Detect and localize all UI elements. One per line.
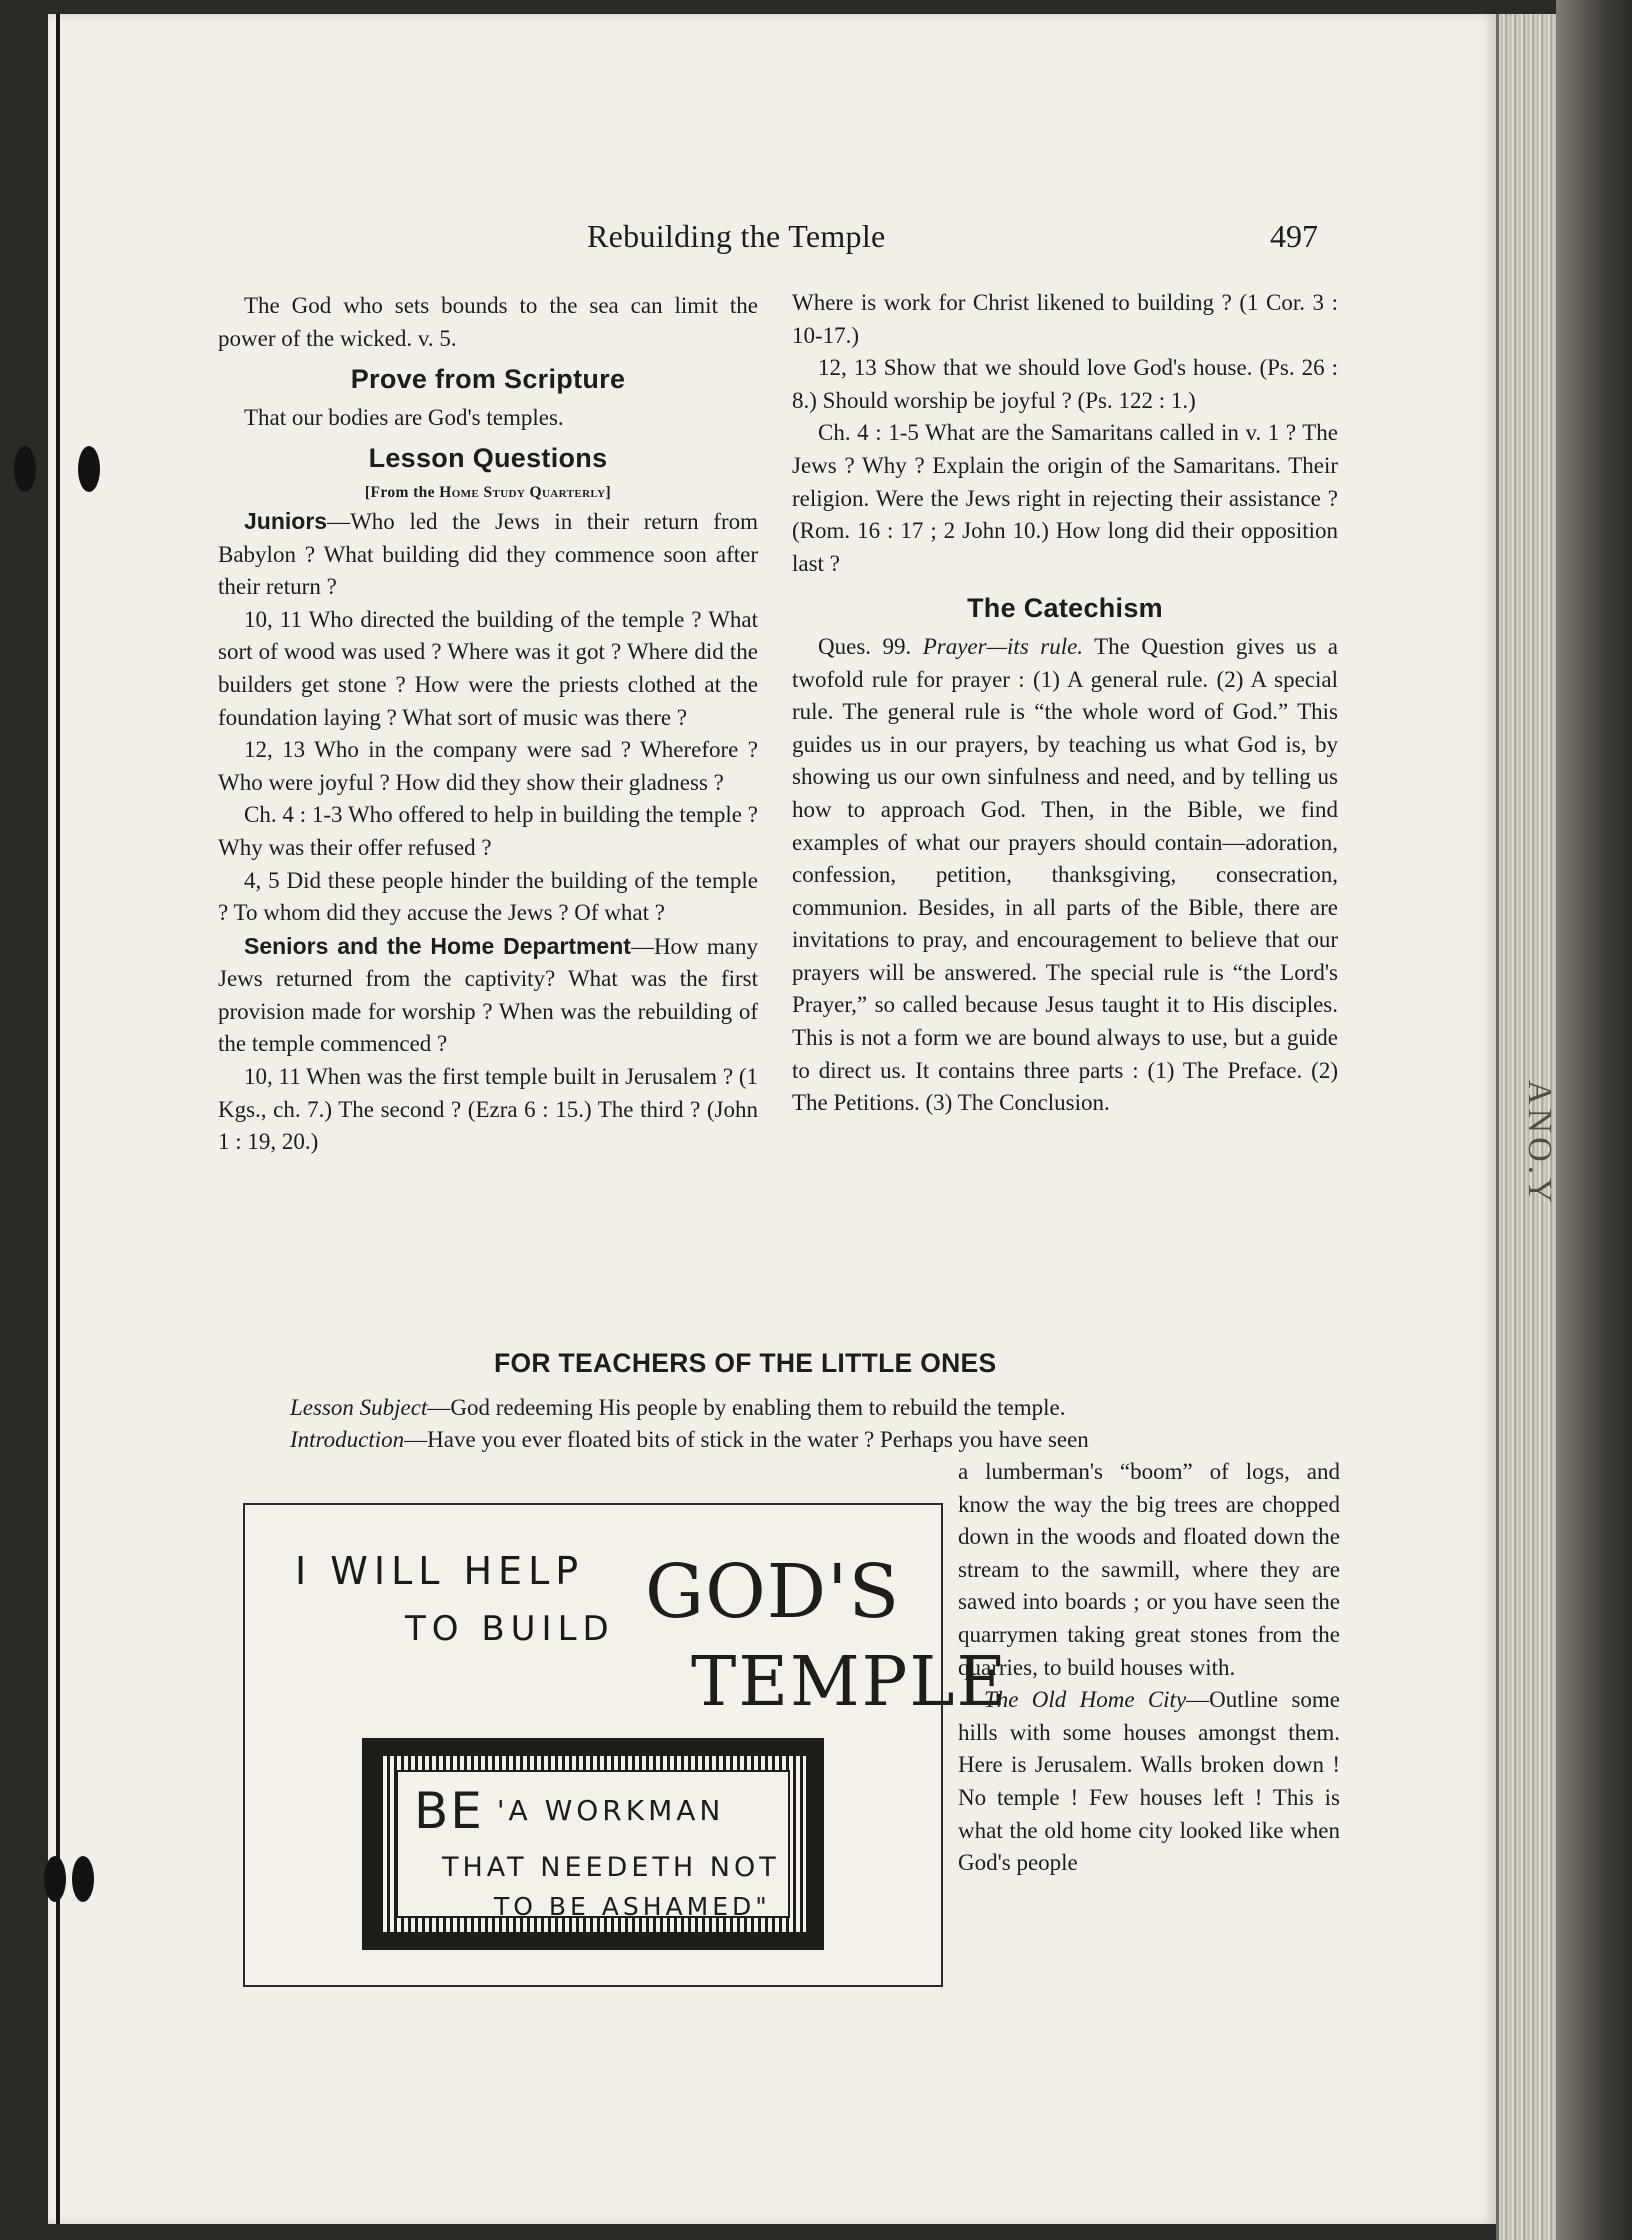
illustration-line: I WILL HELP (295, 1549, 585, 1593)
paragraph: That our bodies are God's temples. (244, 404, 564, 430)
left-column (218, 290, 758, 1159)
paragraph: a lumberman's “boom” of logs, and know the way the big trees are chopped down in the woods and floated down the stream to the sawmill, where they are sawed into boards ; or you have seen the quarrymen taking great stones from the quarries, to build houses with. (958, 1459, 1340, 1680)
running-header: Rebuilding the Temple (587, 218, 886, 254)
section-heading-prove: Prove from Scripture (350, 364, 626, 395)
illustration-gods: GOD'S (645, 1549, 901, 1635)
page-number: 497 (1270, 218, 1318, 254)
illustration-line: TO BUILD (405, 1609, 615, 1649)
motto-frame (362, 1738, 824, 1950)
paragraph: Where is work for Christ likened to building ? (1 Cor. 3 : 10-17.) (792, 290, 1338, 348)
illustration-temple: TEMPLE (691, 1643, 1009, 1722)
paragraph: Ch. 4 : 1-5 What are the Samaritans called in v. 1 ? The Jews ? Why ? Explain the origin of the Samaritans. Their religion. Were the Jews right in rejecting their assistance ? (Rom. 16 : 17 ; 2 John 10.) How long did their opposition last ? (792, 420, 1338, 576)
seniors-paragraph: Seniors and the Home Department—How many Jews returned from the captivity? What was the first provision made for worship ? When was the rebuilding of the temple commenced ? (218, 932, 758, 1057)
book-cover-edge (1556, 0, 1632, 2240)
paragraph: 12, 13 Who in the company were sad ? Wherefore ? Who were joyful ? How did they show their gladness ? (218, 737, 758, 795)
introduction-line: Introduction—Have you ever floated bits of stick in the water ? Perhaps you have seen (290, 1427, 1089, 1452)
paragraph: 12, 13 Show that we should love God's house. (Ps. 26 : 8.) Should worship be joyful ? (Ps. 122 : 1.) (792, 355, 1338, 413)
lesson-subject-line: Lesson Subject—God redeeming His people by enabling them to rebuild the temple. (290, 1395, 1066, 1420)
binder-hole (78, 446, 100, 492)
motto-line: THAT NEEDETH NOT (442, 1852, 780, 1883)
juniors-paragraph: Juniors—Who led the Jews in their return from Babylon ? What building did they commence soon after their return ? (218, 507, 758, 600)
paragraph: 10, 11 When was the first temple built in Jerusalem ? (1 Kgs., ch. 7.) The second ? (Ezra 6 : 15.) The third ? (John 1 : 19, 20.) (218, 1064, 758, 1155)
margin-fragment: ANO.Y (1521, 1080, 1558, 1207)
binder-hole (44, 1856, 66, 1902)
paragraph: Ch. 4 : 1-3 Who offered to help in building the temple ? Why was their offer refused ? (218, 802, 758, 860)
motto-hatching (380, 1756, 806, 1932)
binder-hole (72, 1856, 94, 1902)
temple-illustration (243, 1503, 1009, 1987)
seniors-label: Seniors and the Home Department (244, 932, 631, 959)
section-heading-catechism: The Catechism (967, 593, 1163, 624)
juniors-label: Juniors (244, 507, 328, 534)
right-column (792, 287, 1338, 1120)
paragraph: 4, 5 Did these people hinder the building of the temple ? To whom did they accuse the Jews ? Of what ? (218, 867, 758, 926)
binder-hole (14, 446, 36, 492)
source-note: [From the Home Study Quarterly] (364, 483, 612, 501)
paragraph: The God who sets bounds to the sea can limit the power of the wicked. v. 5. (218, 293, 758, 351)
motto-line: TO BE ASHAMED" (494, 1892, 771, 1921)
catechism-paragraph: Ques. 99. Prayer—its rule. The Question gives us a twofold rule for prayer : (1) A general rule. (2) A special rule. The general rule is “the whole word of God.” This guides us in our prayers, by teaching us what God is, by showing us our own sinfulness and need, and by telling us how to approach God. Then, in the Bible, we find examples of what our prayers should contain—adoration, confession, petition, thanksgiving, consecration, communion. Besides, in all parts of the Bible, there are invitations to pray, and encouragement to believe that our prayers will be answered. The special rule is “the Lord's Prayer,” so called because Jesus taught it to His disciples. This is not a form we are bound always to use, but a guide to direct us. It contains three parts : (1) The Preface. (2) The Petitions. (3) The Conclusion. (792, 633, 1338, 1116)
introduction-continued (958, 1456, 1340, 1880)
old-home-city-paragraph: The Old Home City—Outline some hills with some houses amongst them. Here is Jerusalem. Walls broken down ! No temple ! Few houses left ! This is what the old home city looked like when God's people (958, 1687, 1340, 1876)
section-heading-little-ones: FOR TEACHERS OF THE LITTLE ONES (494, 1348, 997, 1378)
paragraph: 10, 11 Who directed the building of the temple ? What sort of wood was used ? Where was it got ? Where did the builders get stone ? How were the priests clothed at the foundation laying ? What sort of music was there ? (218, 606, 758, 730)
motto-panel (396, 1770, 790, 1921)
section-heading-questions: Lesson Questions (368, 443, 608, 474)
motto-line: BE 'A WORKMAN (414, 1782, 725, 1840)
